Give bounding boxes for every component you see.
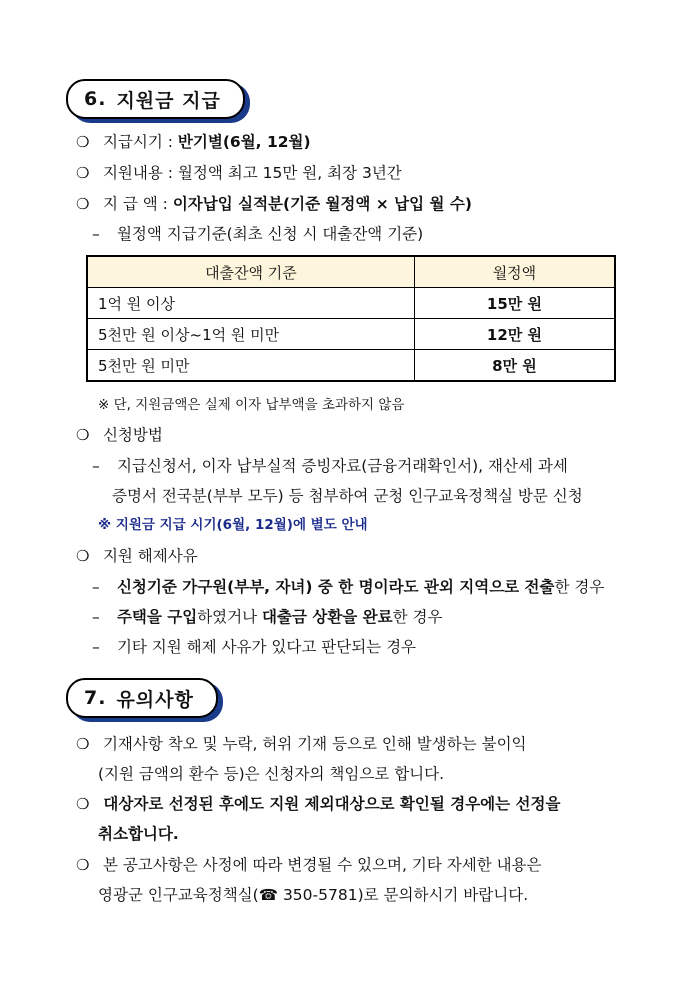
circle-bullet-icon: ❍ [76, 547, 90, 565]
section-6-title: 지원금 지급 [116, 89, 221, 112]
apply-method-line-2: 증명서 전국분(부부 모두) 등 첨부하여 군청 인구교육정책실 방문 신청 [112, 487, 583, 505]
pay-timing-label: 지급시기 : [102, 133, 173, 151]
cancel-reason-3-text: 기타 지원 해제 사유가 있다고 판단되는 경우 [116, 638, 417, 656]
pay-amount-value: 이자납입 실적분(기준 월정액 × 납입 월 수) [172, 195, 472, 213]
apply-method-text-1: 지급신청서, 이자 납부실적 증빙자료(금융거래확인서), 재산세 과세 [116, 457, 568, 475]
caution-3-text-1: 본 공고사항은 사정에 따라 변경될 수 있으며, 기타 자세한 내용은 [102, 856, 542, 874]
cancel-reason-item-2 [92, 606, 442, 628]
circle-bullet-icon: ❍ [76, 195, 90, 213]
dash-icon: – [92, 457, 100, 475]
support-content-label: 지원내용 : [102, 164, 173, 182]
section-6-header [66, 80, 245, 118]
circle-bullet-icon: ❍ [76, 164, 90, 182]
table-cell-balance: 1억 원 이상 [87, 288, 414, 319]
caution-2-line-2: 취소합니다. [98, 825, 179, 843]
caution-3-line-2: 영광군 인구교육정책실(☎ 350-5781)로 문의하시기 바랍니다. [98, 886, 529, 904]
table-cell-balance: 5천만 원 이상~1억 원 미만 [87, 319, 414, 350]
cancel-reason-1-rest: 한 경우 [554, 578, 605, 596]
circle-bullet-icon: ❍ [76, 795, 90, 813]
caution-1-line-2: (지원 금액의 환수 등)은 신청자의 책임으로 합니다. [98, 765, 445, 783]
cancel-reason-title-line [76, 545, 198, 567]
table-cell-balance: 5천만 원 미만 [87, 350, 414, 382]
apply-method-line-1 [92, 455, 568, 477]
table-cell-monthly: 12만 원 [414, 319, 615, 350]
circle-bullet-icon: ❍ [76, 426, 90, 444]
cancel-reason-item-3 [92, 636, 416, 658]
monthly-amount-table [86, 255, 616, 382]
caution-1-text-1: 기재사항 착오 및 누락, 허위 기재 등으로 인해 발생하는 불이익 [102, 735, 527, 753]
pay-amount-label: 지 급 액 : [102, 195, 168, 213]
table-cell-monthly: 15만 원 [414, 288, 615, 319]
apply-method-title-line [76, 424, 163, 446]
dash-icon: – [92, 608, 100, 626]
table-cell-monthly: 8만 원 [414, 350, 615, 382]
table-header-row [87, 256, 615, 288]
dash-icon: – [92, 638, 100, 656]
circle-bullet-icon: ❍ [76, 856, 90, 874]
table-row [87, 350, 615, 382]
pay-timing-value: 반기별(6월, 12월) [177, 133, 311, 151]
cancel-reason-2-bold-1: 주택을 구입 [116, 608, 198, 626]
pay-amount-line [76, 193, 472, 215]
caution-2-text-1: 대상자로 선정된 후에도 지원 제외대상으로 확인될 경우에는 선정을 [103, 795, 561, 813]
table-header-balance: 대출잔액 기준 [87, 256, 414, 288]
section-6-pill [66, 79, 245, 119]
support-content-value: 월정액 최고 15만 원, 최장 3년간 [177, 164, 402, 182]
cancel-reason-1-bold: 신청기준 가구원(부부, 자녀) 중 한 명이라도 관외 지역으로 전출 [116, 578, 555, 596]
table-header-monthly: 월정액 [414, 256, 615, 288]
dash-icon: – [92, 578, 100, 596]
dash-icon: – [92, 225, 100, 243]
pay-timing-line [76, 131, 311, 153]
caution-2-line-1 [76, 793, 560, 815]
monthly-criteria-text: 월정액 지급기준(최초 신청 시 대출잔액 기준) [116, 225, 424, 243]
apply-method-title: 신청방법 [102, 426, 163, 444]
section-7-number: 7. [84, 687, 107, 709]
monthly-criteria-note [92, 223, 423, 245]
table-row [87, 288, 615, 319]
section-7-pill [66, 678, 218, 718]
support-content-line [76, 162, 402, 184]
caution-3-line-1 [76, 854, 542, 876]
section-6-number: 6. [84, 88, 107, 110]
circle-bullet-icon: ❍ [76, 133, 90, 151]
section-7-header [66, 679, 218, 717]
cancel-reason-2-mid: 하였거나 [197, 608, 263, 626]
cancel-reason-2-bold-2: 대출금 상환을 완료 [262, 608, 393, 626]
cancel-reason-2-rest: 한 경우 [392, 608, 443, 626]
table-note: ※ 단, 지원금액은 실제 이자 납부액을 초과하지 않음 [98, 397, 405, 413]
apply-method-note: ※ 지원금 지급 시기(6월, 12월)에 별도 안내 [98, 517, 368, 533]
cancel-reason-item-1 [92, 576, 604, 598]
section-7-title: 유의사항 [116, 688, 194, 711]
cancel-reason-title: 지원 해제사유 [102, 547, 198, 565]
table-row [87, 319, 615, 350]
circle-bullet-icon: ❍ [76, 735, 90, 753]
caution-1-line-1 [76, 733, 527, 755]
